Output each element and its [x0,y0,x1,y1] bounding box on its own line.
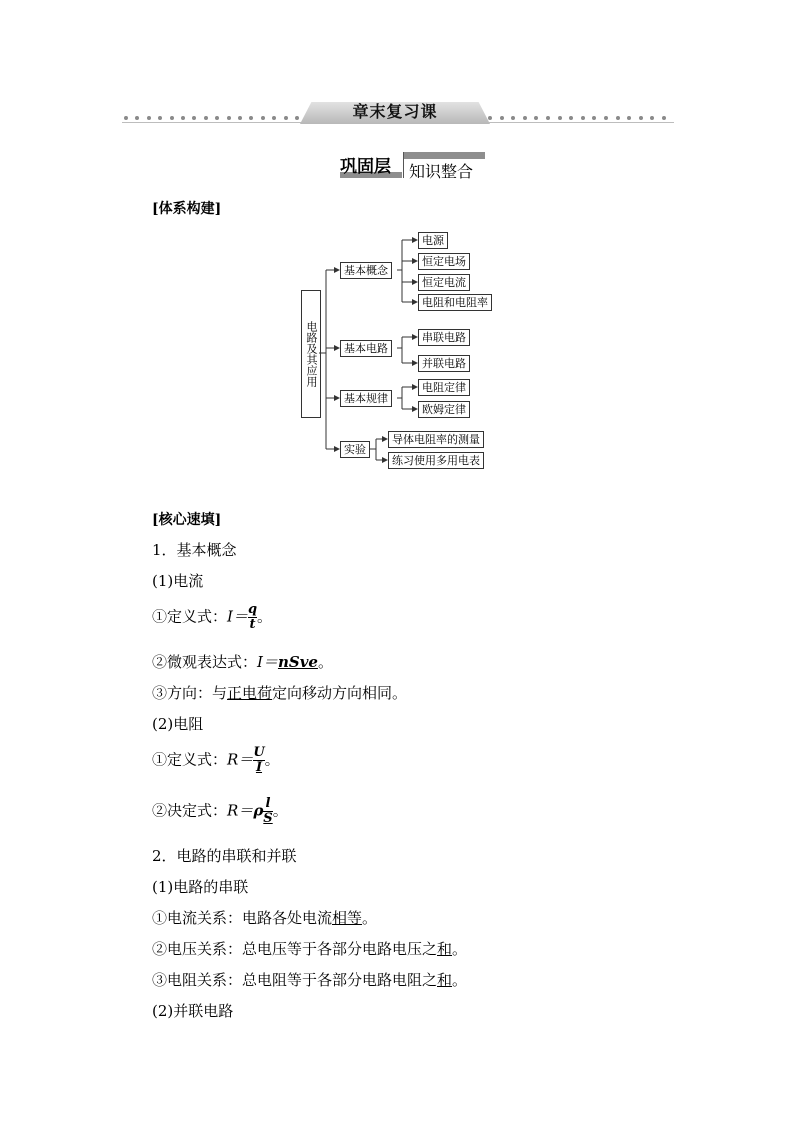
node-series-circuit: 串联电路 [418,329,470,346]
current-dir-suffix: 定向移动方向相同。 [272,684,408,702]
res-law-lhs: R＝ [227,801,254,820]
current-def-num: q [247,602,258,617]
node-resistance-resistivity: 电阻和电阻率 [418,294,492,311]
ser-i-period: 。 [362,909,378,927]
node-basic-laws: 基本规律 [340,390,392,407]
node-resistance-law: 电阻定律 [418,379,470,396]
s1-resistance-heading: (2)电阻 [152,715,204,733]
chapter-title: 章末复习课 [352,102,438,121]
res-law-prefix: ②决定式： [152,801,228,820]
node-experiments: 实验 [340,441,370,458]
s1-current-heading: (1)电流 [152,572,204,590]
series-current [152,907,377,928]
banner-sub: 知识整合 [409,162,474,181]
res-law-den: S [263,811,273,826]
node-ohms-law: 欧姆定律 [418,401,470,418]
current-dir-key: 正电荷 [227,684,273,702]
ser-u-key: 和 [437,940,453,958]
resistance-law [152,797,288,826]
ser-r-prefix: ③电阻关系：总电阻等于各部分电路电阻之 [152,971,438,989]
res-law-fraction [263,797,272,826]
current-micro-lhs: I＝ [257,653,278,671]
current-def-prefix: ①定义式： [152,607,228,626]
current-direction [152,682,407,703]
section-system: [体系构建] [152,201,222,217]
res-def-fraction [253,746,264,775]
resistance-definition [152,746,280,775]
res-law-rho: ρ [253,801,264,820]
current-def-period: 。 [257,607,273,626]
ser-u-period: 。 [452,940,468,958]
current-definition [152,603,272,632]
res-def-prefix: ①定义式： [152,750,228,769]
s2-series-heading: (1)电路的串联 [152,878,249,896]
res-law-num: l [265,796,271,811]
current-def-fraction [248,603,257,632]
node-constant-current: 恒定电流 [418,274,470,291]
banner-main: 巩固层 [340,157,391,177]
series-voltage [152,938,467,959]
res-def-lhs: R＝ [227,750,254,769]
mindmap-root: 电路及其应用 [301,290,321,418]
node-power-source: 电源 [418,232,448,249]
current-def-lhs: I＝ [227,607,248,626]
ser-i-key: 相等 [332,909,363,927]
current-micro-expr: nSve [277,653,318,671]
s2-parallel-heading: (2)并联电路 [152,1002,234,1020]
current-micro [152,651,333,672]
res-law-period: 。 [272,801,288,820]
res-def-num: U [253,745,265,760]
node-resistivity-measurement: 导体电阻率的测量 [388,431,484,448]
current-def-den: t [249,617,256,632]
current-dir-prefix: ③方向：与 [152,684,228,702]
res-def-den: I [253,760,264,775]
ser-u-prefix: ②电压关系：总电压等于各部分电路电压之 [152,940,438,958]
ser-r-key: 和 [437,971,453,989]
s2-title: 2．电路的串联和并联 [152,847,297,865]
section-core: [核心速填] [152,512,222,528]
res-def-period: 。 [264,750,280,769]
node-parallel-circuit: 并联电路 [418,355,470,372]
node-basic-concepts: 基本概念 [340,262,392,279]
series-resistance [152,969,467,990]
current-micro-period: 。 [317,653,333,671]
node-basic-circuits: 基本电路 [340,340,392,357]
s1-title: 1．基本概念 [152,541,237,559]
node-multimeter-practice: 练习使用多用电表 [388,452,484,469]
node-constant-field: 恒定电场 [418,253,470,270]
ser-i-prefix: ①电流关系：电路各处电流 [152,909,333,927]
current-micro-prefix: ②微观表达式： [152,653,258,671]
ser-r-period: 。 [452,971,468,989]
